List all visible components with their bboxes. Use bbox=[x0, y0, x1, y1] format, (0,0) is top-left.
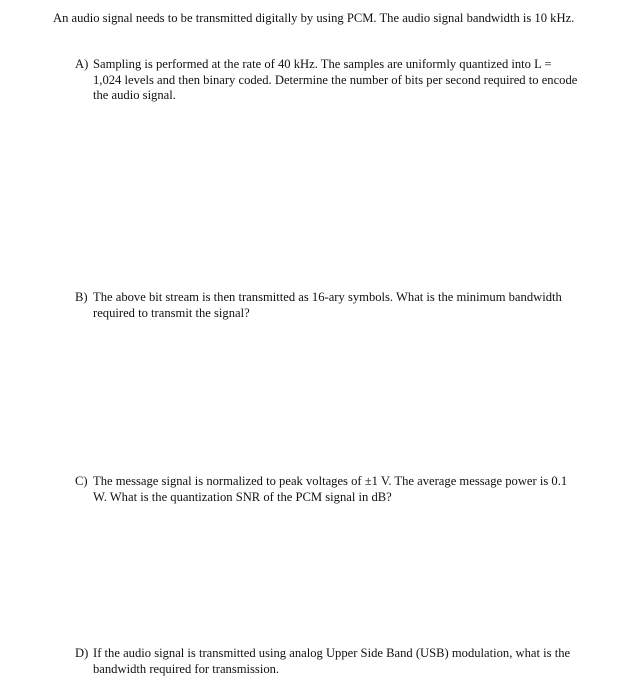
question-a-label: A) bbox=[75, 57, 89, 71]
question-c-text: The message signal is normalized to peak voltages of ±1 V. The average message power is 0.1 W. What is the quantization SNR of the PCM signal in dB? bbox=[93, 474, 568, 504]
question-d bbox=[75, 646, 580, 677]
question-b bbox=[75, 290, 580, 321]
question-b-text: The above bit stream is then transmitted as 16-ary symbols. What is the minimum bandwidth required to transmit the signal? bbox=[93, 290, 562, 320]
problem-intro: An audio signal needs to be transmitted digitally by using PCM. The audio signal bandwidth is 10 kHz. bbox=[53, 11, 575, 25]
question-c-label: C) bbox=[75, 474, 88, 488]
question-b-label: B) bbox=[75, 290, 88, 304]
question-a bbox=[75, 57, 580, 104]
question-c bbox=[75, 474, 580, 505]
question-d-label: D) bbox=[75, 646, 89, 660]
question-a-text: Sampling is performed at the rate of 40 kHz. The samples are uniformly quantized into L = 1,024 levels and then binary coded. Determine the number of bits per second required to encode the audio signal. bbox=[93, 57, 578, 102]
question-d-text: If the audio signal is transmitted using analog Upper Side Band (USB) modulation, what is the bandwidth required for transmission. bbox=[93, 646, 571, 676]
